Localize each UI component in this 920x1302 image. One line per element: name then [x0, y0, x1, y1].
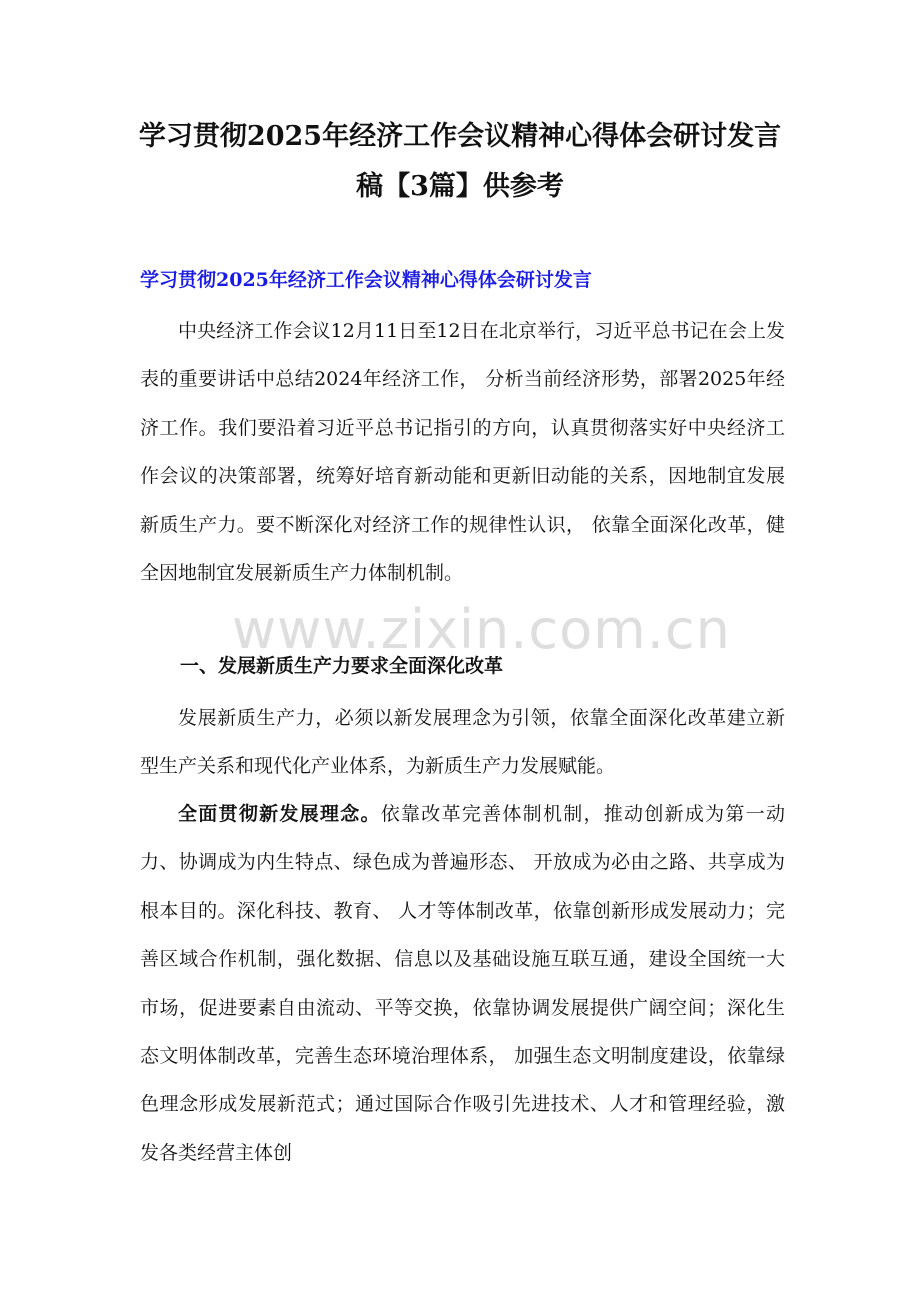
- section-title[interactable]: 学习贯彻2025年经济工作会议精神心得体会研讨发言: [140, 269, 592, 291]
- paragraph-3-body: 依靠改革完善体制机制，推动创新成为第一动力、协调成为内生特点、绿色成为普遍形态、 开放成为必由之路、共享成为根本目的。深化科技、教育、 人才等体制改革，依靠创新形成发展动力；完善区域合作机制，强化数据、信息以及基础设施互联互通，建设全国统一大市场，促进要素自由流动、平等交换，依靠协调发展提供广阔空间；深化生态文明体制改革，完善生态环境治理体系， 加强生态文明制度建设，依靠绿色理念形成发展新范式；通过国际合作吸引先进技术、人才和管理经验，激发各类经营主体创: [140, 803, 785, 1164]
- document-title: 学习贯彻2025年经济工作会议精神心得体会研讨发言稿【3篇】供参考: [138, 121, 782, 202]
- paragraph-3-lead: 全面贯彻新发展理念。: [178, 803, 381, 825]
- watermark: www.zixin.com.cn: [232, 598, 731, 661]
- paragraph-2: 发展新质生产力，必须以新发展理念为引领，依靠全面深化改革建立新型生产关系和现代化产业体系，为新质生产力发展赋能。: [140, 707, 785, 778]
- heading-1: 一、发展新质生产力要求全面深化改革: [180, 655, 504, 677]
- paragraph-1: 中央经济工作会议12月11日至12日在北京举行，习近平总书记在会上发表的重要讲话中总结2024年经济工作， 分析当前经济形势，部署2025年经济工作。我们要沿着习近平总书记指引的方向，认真贯彻落实好中央经济工作会议的决策部署，统筹好培育新动能和更新旧动能的关系，因地制宜发展新质生产力。要不断深化对经济工作的规律性认识， 依靠全面深化改革，健全因地制宜发展新质生产力体制机制。: [140, 320, 785, 585]
- paragraph-3: [140, 790, 785, 1177]
